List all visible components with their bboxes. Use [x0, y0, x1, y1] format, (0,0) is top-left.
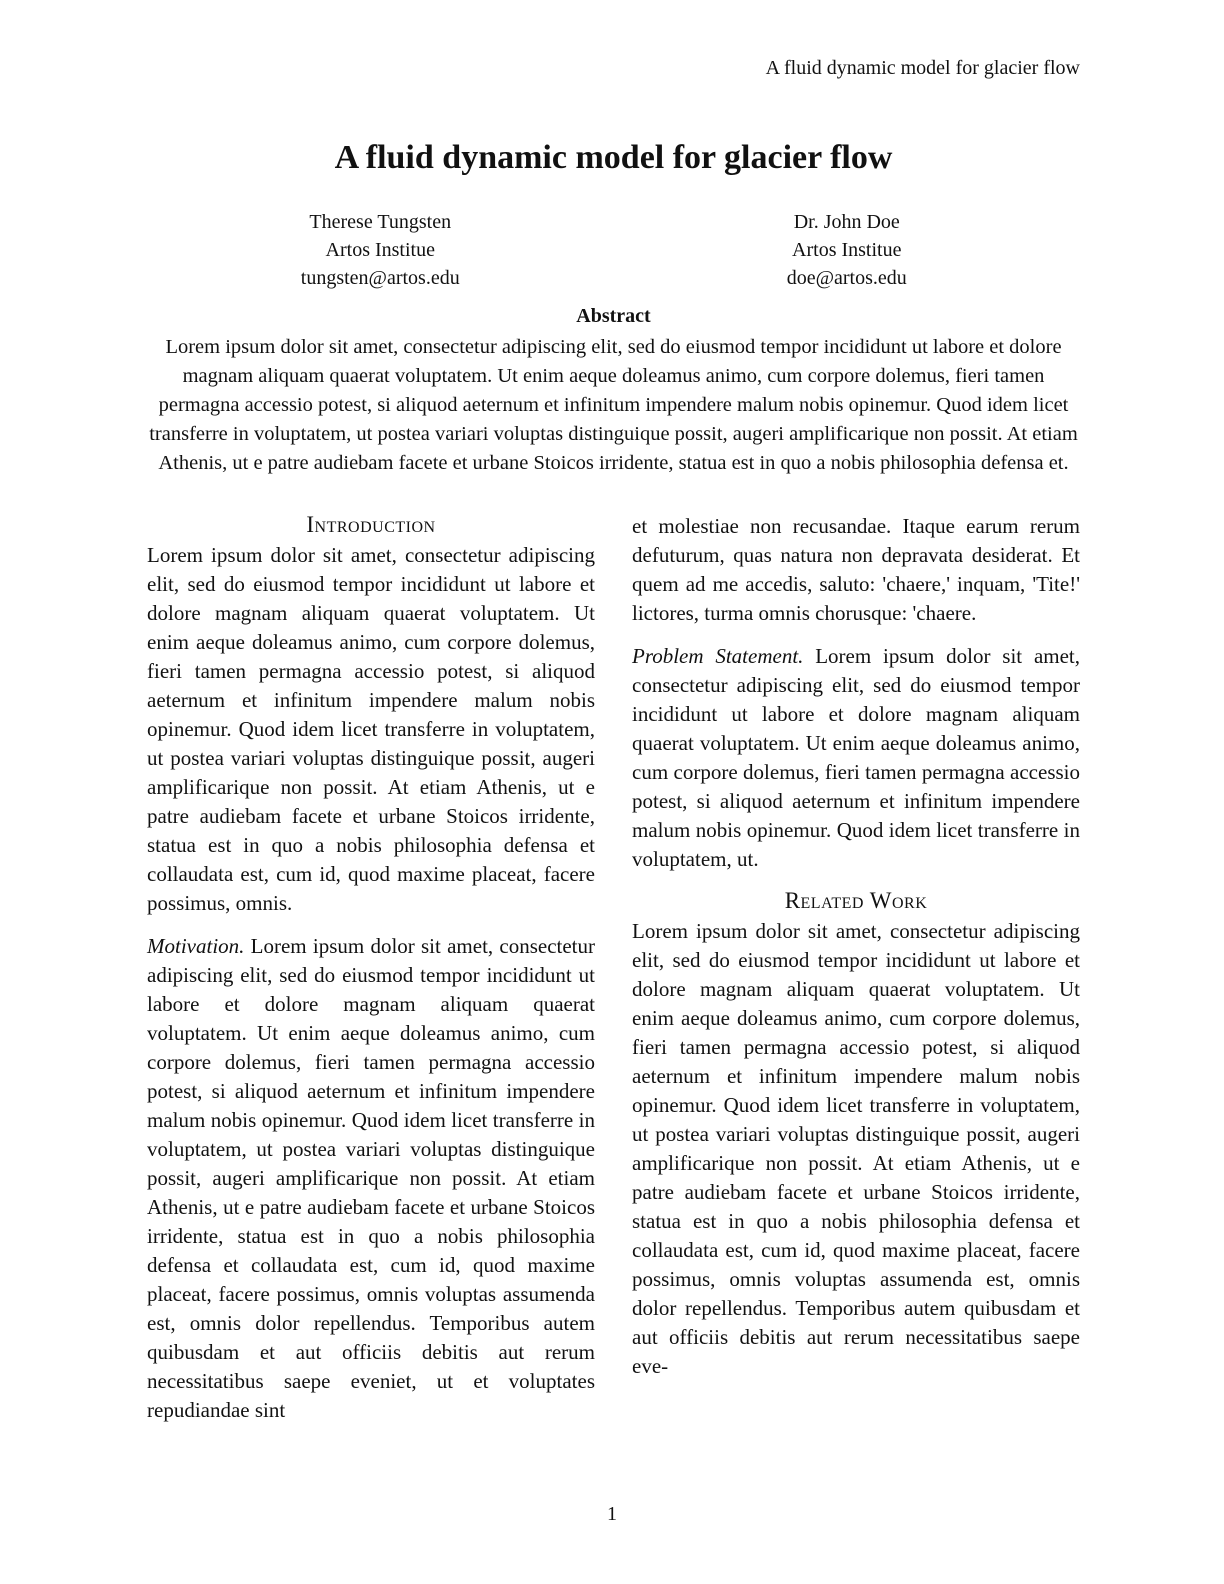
author-1-email: tungsten@artos.edu	[300, 267, 460, 289]
abstract-section	[147, 304, 1080, 478]
author-1-name: Therese Tungsten	[309, 211, 452, 233]
two-column-body	[147, 512, 1080, 1439]
section-heading-related-work: Related Work	[784, 888, 928, 913]
page-number: 1	[607, 1503, 617, 1525]
right-column	[632, 512, 1080, 1439]
author-2-affiliation: Artos Institue	[792, 239, 902, 261]
introduction-paragraph: Lorem ipsum dolor sit amet, consectetur adipiscing elit, sed do eiusmod tempor incididunt ut labore et dolore magnam aliquam quaerat voluptatem. Ut enim aeque doleamus animo, cum corpore dolemus, fieri tamen permagna accessio potest, si aliquod aeternum et infinitum impendere malum nobis opinemur. Quod idem licet transferre in voluptatem, ut postea variari voluptas distinguique possit, augeri amplificarique non possit. At etiam Athenis, ut e patre audiebam facete et urbane Stoicos irridente, statua est in quo a nobis philosophia defensa et collaudata est, cum id, quod maxime placeat, facere possimus, omnis.	[147, 543, 595, 915]
motivation-paragraph-text: Lorem ipsum dolor sit amet, consectetur adipiscing elit, sed do eiusmod tempor incididunt ut labore et dolore magnam aliquam quaerat voluptatem. Ut enim aeque doleamus animo, cum corpore dolemus, fieri tamen permagna accessio potest, si aliquod aeternum et infinitum impendere malum nobis opinemur. Quod idem licet transferre in voluptatem, ut postea variari voluptas distinguique possit, augeri amplificarique non possit. At etiam Athenis, ut e patre audiebam facete et urbane Stoicos irridente, statua est in quo a nobis philosophia defensa et collaudata est, cum id, quod maxime placeat, facere possimus, omnis voluptas assumenda est, omnis dolor repellendus. Temporibus autem quibusdam et aut officiis debitis aut rerum necessitatibus saepe eveniet, ut et voluptates repudiandae sint	[147, 934, 596, 1422]
problem-statement-runin-heading: Problem Statement.	[632, 644, 804, 668]
motivation-continuation-paragraph: et molestiae non recusandae. Itaque earum rerum defuturum, quas natura non depravata desiderat. Et quem ad me accedis, saluto: 'chaere,' inquam, 'Tite!' lictores, turma omnis chorusque: 'chaere.	[632, 514, 1080, 625]
author-2-name: Dr. John Doe	[793, 211, 900, 233]
author-2-email: doe@artos.edu	[786, 267, 907, 289]
abstract-heading: Abstract	[576, 305, 651, 327]
author-block	[147, 208, 1080, 292]
author-1	[147, 208, 614, 292]
paper-title: A fluid dynamic model for glacier flow	[334, 139, 893, 176]
author-2	[614, 208, 1081, 292]
motivation-paragraph	[147, 932, 595, 1425]
related-work-paragraph: Lorem ipsum dolor sit amet, consectetur adipiscing elit, sed do eiusmod tempor incididunt ut labore et dolore magnam aliquam quaerat voluptatem. Ut enim aeque doleamus animo, cum corpore dolemus, fieri tamen permagna accessio potest, si aliquod aeternum et infinitum impendere malum nobis opinemur. Quod idem licet transferre in voluptatem, ut postea variari voluptas distinguique possit, augeri amplificarique non possit. At etiam Athenis, ut e patre audiebam facete et urbane Stoicos irridente, statua est in quo a nobis philosophia defensa et collaudata est, cum id, quod maxime placeat, facere possimus, omnis voluptas assumenda est, omnis dolor repellendus. Temporibus autem quibusdam et aut officiis debitis aut rerum necessitatibus saepe eve-	[632, 919, 1080, 1378]
running-header: A fluid dynamic model for glacier flow	[765, 57, 1080, 79]
section-heading-introduction: Introduction	[306, 512, 436, 537]
problem-statement-paragraph	[632, 642, 1080, 874]
left-column	[147, 512, 595, 1439]
motivation-runin-heading: Motivation.	[147, 934, 245, 958]
problem-statement-paragraph-text: Lorem ipsum dolor sit amet, consectetur adipiscing elit, sed do eiusmod tempor incididunt ut labore et dolore magnam aliquam quaerat voluptatem. Ut enim aeque doleamus animo, cum corpore dolemus, fieri tamen permagna accessio potest, si aliquod aeternum et infinitum impendere malum nobis opinemur. Quod idem licet transferre in voluptatem, ut.	[632, 644, 1081, 871]
abstract-text: Lorem ipsum dolor sit amet, consectetur adipiscing elit, sed do eiusmod tempor incididunt ut labore et dolore magnam aliquam quaerat voluptatem. Ut enim aeque doleamus animo, cum corpore dolemus, fieri tamen permagna accessio potest, si aliquod aeternum et infinitum impendere malum nobis opinemur. Quod idem licet transferre in voluptatem, ut postea variari voluptas distinguique possit, augeri amplificarique non possit. At etiam Athenis, ut e patre audiebam facete et urbane Stoicos irridente, statua est in quo a nobis philosophia defensa et.	[149, 336, 1078, 474]
author-1-affiliation: Artos Institue	[325, 239, 435, 261]
